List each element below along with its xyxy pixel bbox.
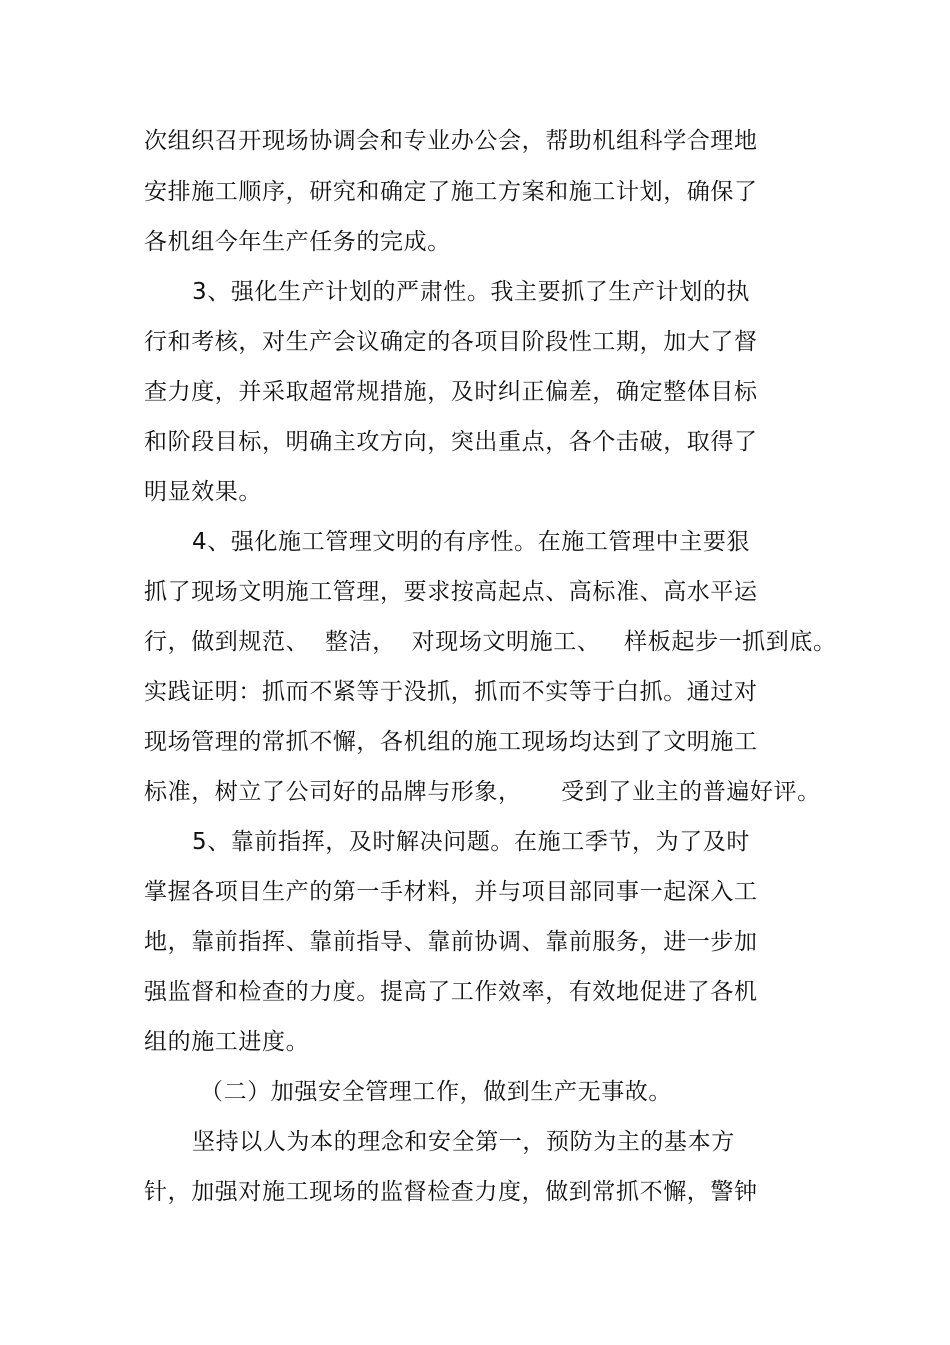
text-line: 明显效果。 bbox=[144, 479, 262, 505]
paragraph-start-line: 4、强化施工管理文明的有序性。在施工管理中主要狠 bbox=[192, 529, 751, 555]
text-line: 组的施工进度。 bbox=[144, 1029, 310, 1055]
text-line: 行，做到规范、 整洁， 对现场文明施工、 样板起步一抓到底。 bbox=[144, 629, 837, 655]
text-line: 针，加强对施工现场的监督检查力度，做到常抓不懈，警钟 bbox=[144, 1179, 758, 1205]
text-line: 强监督和检查的力度。提高了工作效率，有效地促进了各机 bbox=[144, 979, 758, 1005]
paragraph-start-line: 3、强化生产计划的严肃性。我主要抓了生产计划的执 bbox=[192, 279, 751, 305]
text-line: 行和考核，对生产会议确定的各项目阶段性工期，加大了督 bbox=[144, 329, 758, 355]
text-line: 地，靠前指挥、靠前指导、靠前协调、靠前服务，进一步加 bbox=[144, 929, 758, 955]
text-line: 抓了现场文明施工管理，要求按高起点、高标准、高水平运 bbox=[144, 579, 758, 605]
text-line: 掌握各项目生产的第一手材料，并与项目部同事一起深入工 bbox=[144, 879, 758, 905]
text-line: 安排施工顺序，研究和确定了施工方案和施工计划，确保了 bbox=[144, 179, 758, 205]
paragraph-start-line: 5、靠前指挥，及时解决问题。在施工季节，为了及时 bbox=[192, 829, 751, 855]
text-line: 和阶段目标，明确主攻方向，突出重点，各个击破，取得了 bbox=[144, 429, 758, 455]
section-heading: （二）加强安全管理工作，做到生产无事故。 bbox=[200, 1079, 672, 1105]
text-line: 实践证明：抓而不紧等于没抓，抓而不实等于白抓。通过对 bbox=[144, 679, 758, 705]
text-line: 次组织召开现场协调会和专业办公会，帮助机组科学合理地 bbox=[144, 128, 758, 154]
text-line: 现场管理的常抓不懈，各机组的施工现场均达到了文明施工 bbox=[144, 729, 758, 755]
text-line: 各机组今年生产任务的完成。 bbox=[144, 229, 451, 255]
paragraph-start-line: 坚持以人为本的理念和安全第一，预防为主的基本方 bbox=[192, 1129, 735, 1155]
text-line: 查力度，并采取超常规措施，及时纠正偏差，确定整体目标 bbox=[144, 379, 758, 405]
text-line: 标准，树立了公司好的品牌与形象， 受到了业主的普遍好评。 bbox=[144, 779, 821, 805]
